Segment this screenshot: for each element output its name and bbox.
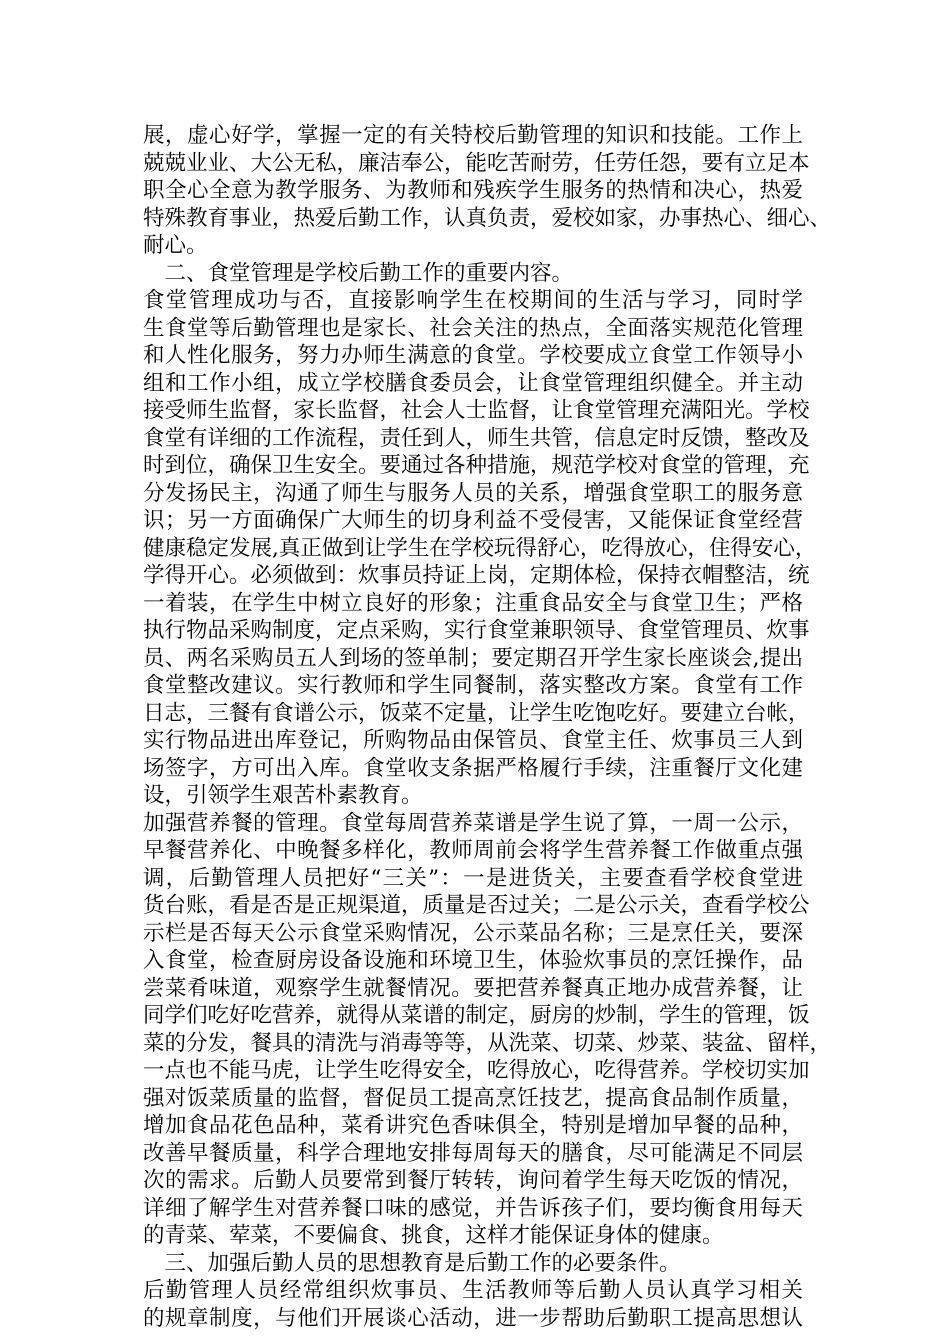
text-line: 尝菜肴味道，观察学生就餐情况。要把营养餐真正地办成营养餐，让 [143, 975, 803, 1001]
section-heading-staff-education [143, 1250, 803, 1278]
text-line: 详细了解学生对营养餐口味的感觉，并告诉孩子们，要均衡食用每天 [143, 1195, 803, 1221]
text-line: 组和工作小组，成立学校膳食委员会，让食堂管理组织健全。并主动 [143, 370, 803, 396]
text-line: 职全心全意为教学服务、为教师和残疾学生服务的热情和决心，热爱 [143, 178, 803, 203]
text-line: 识；另一方面确保广大师生的切身利益不受侵害，又能保证食堂经营 [143, 508, 803, 533]
text-line: 加强营养餐的管理。食堂每周营养菜谱是学生说了算，一周一公示， [143, 810, 803, 836]
text-line: 接受师生监督，家长监督，社会人士监督，让食堂管理充满阳光。学校 [143, 398, 810, 423]
text-line: 改善早餐质量，科学合理地安排每周每天的膳食，尽可能满足不同层 [143, 1140, 803, 1166]
text-line: 食堂管理成功与否，直接影响学生在校期间的生活与学习，同时学 [143, 288, 803, 313]
text-line: 生食堂等后勤管理也是家长、社会关注的热点，全面落实规范化管理 [143, 315, 803, 341]
text-line: 菜的分发，餐具的清洗与消毒等等，从洗菜、切菜、炒菜、装盆、留样， [143, 1030, 832, 1056]
section-heading-canteen [143, 260, 803, 288]
text-line: 后勤管理人员经常组织炊事员、生活教师等后勤人员认真学习相关 [143, 1278, 803, 1303]
text-line: 执行物品采购制度，定点采购，实行食堂兼职领导、食堂管理员、炊事 [143, 618, 810, 643]
text-line: 时到位，确保卫生安全。要通过各种措施，规范学校对食堂的管理，充 [143, 453, 810, 478]
text-line: 健康稳定发展,真正做到让学生在学校玩得舒心，吃得放心，住得安心， [143, 535, 817, 561]
section-heading: 三、加强后勤人员的思想教育是后勤工作的必要条件。 [143, 1250, 681, 1276]
text-line: 一点也不能马虎，让学生吃得安全，吃得放心，吃得营养。学校切实加 [143, 1058, 810, 1083]
text-line: 设，引领学生艰苦朴素教育。 [143, 783, 423, 808]
paragraph-staff-education [143, 1277, 803, 1332]
text-line: 耐心。 [143, 233, 208, 258]
text-line: 同学们吃好吃营养，就得从菜谱的制定，厨房的炒制，学生的管理，饭 [143, 1003, 810, 1028]
text-line: 实行物品进出库登记，所购物品由保管员、食堂主任、炊事员三人到 [143, 728, 803, 753]
text-line: 一着装，在学生中树立良好的形象；注重食品安全与食堂卫生；严格 [143, 590, 803, 616]
text-line: 员、两名采购员五人到场的签单制；要定期召开学生家长座谈会,提出 [143, 645, 803, 671]
text-line: 早餐营养化、中晚餐多样化，教师周前会将学生营养餐工作做重点强 [143, 838, 803, 863]
text-line: 的规章制度，与他们开展谈心活动，进一步帮助后勤职工提高思想认 [143, 1305, 803, 1331]
text-line: 次的需求。后勤人员要常到餐厅转转，询问着学生每天吃饭的情况， [143, 1168, 803, 1193]
text-line: 学得开心。必须做到：炊事员持证上岗，定期体检，保持衣帽整洁，统 [143, 563, 810, 588]
text-line: 的青菜、荤菜，不要偏食、挑食，这样才能保证身体的健康。 [143, 1223, 724, 1248]
text-line: 强对饭菜质量的监督，督促员工提高烹饪技艺，提高食品制作质量， [143, 1085, 803, 1111]
text-line: 示栏是否每天公示食堂采购情况，公示菜品名称；三是烹任关，要深 [143, 920, 803, 946]
text-line: 日志，三餐有食谱公示，饭菜不定量，让学生吃饱吃好。要建立台帐， [143, 700, 810, 726]
text-line: 增加食品花色品种，菜肴讲究色香味俱全，特别是增加早餐的品种， [143, 1113, 803, 1138]
text-line: 货台账，看是否是正规渠道，质量是否过关；二是公示关，查看学校公 [143, 893, 810, 918]
text-line: 食堂整改建议。实行教师和学生同餐制，落实整改方案。食堂有工作 [143, 673, 803, 698]
paragraph-continuation-duties [143, 122, 832, 260]
text-line: 食堂有详细的工作流程，责任到人，师生共管，信息定时反馈，整改及 [143, 425, 810, 451]
paragraph-nutrition-meals [143, 810, 832, 1250]
text-line: 兢兢业业、大公无私，廉洁奉公，能吃苦耐劳，任劳任怨，要有立足本 [143, 150, 810, 176]
text-line: 场签字，方可出入库。食堂收支条据严格履行手续，注重餐厅文化建 [143, 755, 803, 781]
text-line: 入食堂，检查厨房设备设施和环境卫生，体验炊事员的烹饪操作，品 [143, 948, 803, 973]
paragraph-canteen-management [143, 287, 817, 810]
text-line: 和人性化服务，努力办师生满意的食堂。学校要成立食堂工作领导小 [143, 343, 803, 368]
document-page [143, 122, 832, 1332]
text-line: 特殊教育事业，热爱后勤工作，认真负责，爱校如家，办事热心、细心、 [143, 205, 832, 231]
text-line: 调，后勤管理人员把好“三关”：一是进货关，主要查看学校食堂进 [143, 865, 803, 891]
text-line: 分发扬民主，沟通了师生与服务人员的关系，增强食堂职工的服务意 [143, 480, 803, 506]
text-line: 展，虚心好学，掌握一定的有关特校后勤管理的知识和技能。工作上 [143, 123, 803, 148]
section-heading: 二、食堂管理是学校后勤工作的重要内容。 [143, 260, 574, 286]
